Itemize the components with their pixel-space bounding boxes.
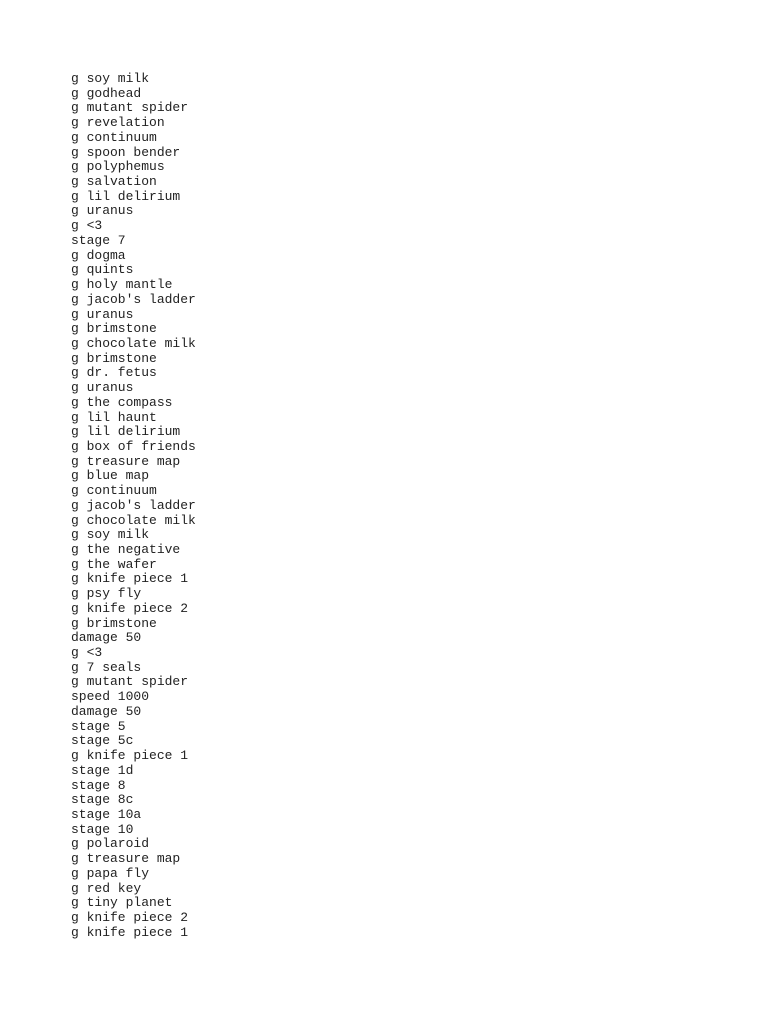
command-line: g tiny planet — [71, 895, 173, 911]
command-line: g godhead — [71, 85, 142, 101]
command-line: g continuum — [71, 483, 157, 499]
command-line: g holy mantle — [71, 277, 173, 293]
command-line: g treasure map — [71, 851, 181, 867]
command-line: g revelation — [71, 115, 165, 131]
command-line: g papa fly — [71, 865, 150, 881]
command-line: g polaroid — [71, 836, 150, 852]
command-line: stage 10a — [71, 806, 142, 822]
command-line: g 7 seals — [71, 659, 142, 675]
command-line: stage 8c — [71, 792, 134, 808]
command-line: g treasure map — [71, 453, 181, 469]
command-line: g spoon bender — [71, 144, 181, 160]
command-line: g brimstone — [71, 321, 157, 337]
command-line: g uranus — [71, 380, 134, 396]
command-line: g red key — [71, 880, 142, 896]
command-line: stage 7 — [71, 232, 126, 248]
command-list — [71, 72, 196, 940]
command-line: g blue map — [71, 468, 150, 484]
command-line: damage 50 — [71, 703, 142, 719]
command-line: g chocolate milk — [71, 335, 196, 351]
command-line: g <3 — [71, 218, 103, 234]
command-line: g polyphemus — [71, 159, 165, 175]
command-line: g mutant spider — [71, 674, 189, 690]
command-line: g mutant spider — [71, 100, 189, 116]
command-line: g soy milk — [71, 71, 150, 86]
command-line: g psy fly — [71, 586, 142, 602]
command-line: stage 1d — [71, 762, 134, 778]
command-line: g dogma — [71, 247, 126, 263]
command-line: stage 5c — [71, 733, 134, 749]
command-line: g the wafer — [71, 556, 157, 572]
command-line: g knife piece 1 — [71, 924, 189, 940]
command-line: g brimstone — [71, 615, 157, 631]
command-line: g brimstone — [71, 350, 157, 366]
command-line: g lil delirium — [71, 424, 181, 440]
command-line: g uranus — [71, 306, 134, 322]
command-line: stage 8 — [71, 777, 126, 793]
command-line: stage 5 — [71, 718, 126, 734]
command-line: g <3 — [71, 645, 103, 661]
command-line: g knife piece 2 — [71, 909, 189, 925]
command-line: g continuum — [71, 129, 157, 145]
command-line: g dr. fetus — [71, 365, 157, 381]
command-line: damage 50 — [71, 630, 142, 646]
command-line: g box of friends — [71, 438, 196, 454]
command-line: g jacob's ladder — [71, 291, 196, 307]
command-line: g quints — [71, 262, 134, 278]
command-line: g uranus — [71, 203, 134, 219]
command-line: g salvation — [71, 174, 157, 190]
command-line: g chocolate milk — [71, 512, 196, 528]
command-line: g lil delirium — [71, 188, 181, 204]
command-line: g lil haunt — [71, 409, 157, 425]
command-line: g knife piece 2 — [71, 600, 189, 616]
command-line: g knife piece 1 — [71, 571, 189, 587]
command-line: g jacob's ladder — [71, 497, 196, 513]
command-line: stage 10 — [71, 821, 134, 837]
command-line: g soy milk — [71, 527, 150, 543]
command-line: speed 1000 — [71, 689, 150, 705]
command-line: g the compass — [71, 394, 173, 410]
command-line: g knife piece 1 — [71, 748, 189, 764]
command-line: g the negative — [71, 542, 181, 557]
